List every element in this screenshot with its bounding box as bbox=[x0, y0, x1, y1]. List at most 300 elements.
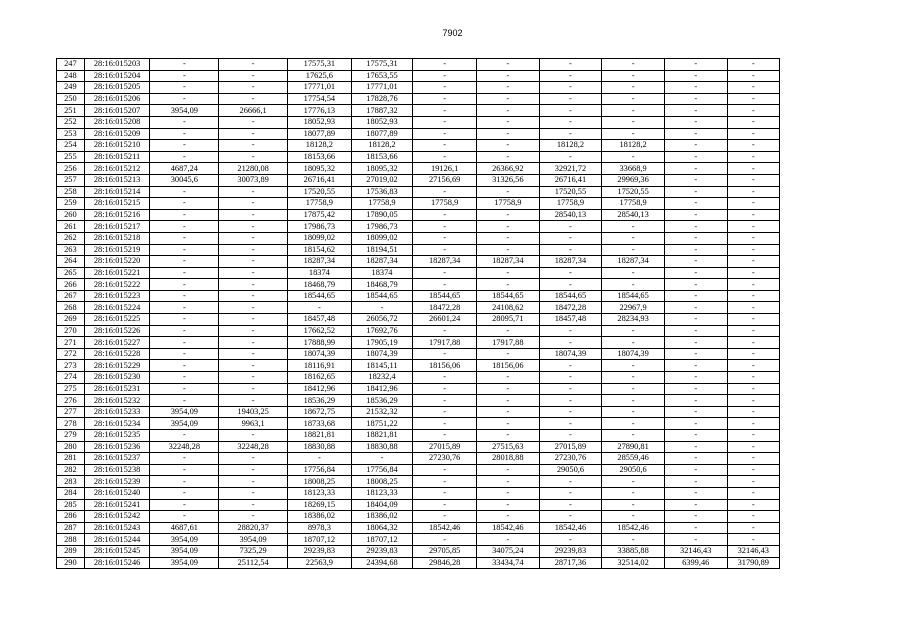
value-cell: - bbox=[539, 128, 602, 140]
table-row bbox=[57, 232, 780, 244]
value-cell: 17771,01 bbox=[351, 82, 413, 94]
row-number-cell: 278 bbox=[57, 418, 85, 430]
value-cell: - bbox=[664, 163, 727, 175]
value-cell: - bbox=[413, 244, 477, 256]
value-cell: 18472,28 bbox=[413, 302, 477, 314]
data-table bbox=[56, 58, 780, 569]
value-cell: - bbox=[602, 93, 665, 105]
value-cell: - bbox=[476, 383, 539, 395]
value-cell: 33668,9 bbox=[602, 163, 665, 175]
value-cell: - bbox=[150, 59, 219, 71]
value-cell: 28018,88 bbox=[476, 453, 539, 465]
table-row bbox=[57, 441, 780, 453]
value-cell: - bbox=[476, 325, 539, 337]
value-cell: 17887,32 bbox=[351, 105, 413, 117]
value-cell: - bbox=[602, 325, 665, 337]
value-cell: - bbox=[413, 59, 477, 71]
value-cell: 32146,43 bbox=[664, 545, 727, 557]
value-cell: 18128,2 bbox=[602, 140, 665, 152]
value-cell: 18374 bbox=[351, 267, 413, 279]
table-row bbox=[57, 302, 780, 314]
value-cell: - bbox=[413, 487, 477, 499]
value-cell: - bbox=[664, 140, 727, 152]
value-cell: - bbox=[413, 128, 477, 140]
value-cell: - bbox=[602, 337, 665, 349]
row-number-cell: 265 bbox=[57, 267, 85, 279]
value-cell: - bbox=[476, 140, 539, 152]
value-cell: - bbox=[150, 244, 219, 256]
value-cell: 17520,55 bbox=[288, 186, 352, 198]
value-cell: - bbox=[219, 221, 288, 233]
value-cell: 30045,6 bbox=[150, 174, 219, 186]
value-cell: - bbox=[219, 93, 288, 105]
value-cell: - bbox=[727, 464, 779, 476]
table-row bbox=[57, 464, 780, 476]
value-cell: 18821,81 bbox=[351, 430, 413, 442]
value-cell: - bbox=[727, 325, 779, 337]
row-number-cell: 259 bbox=[57, 198, 85, 210]
value-cell: - bbox=[219, 348, 288, 360]
value-cell: 18232,4 bbox=[351, 372, 413, 384]
value-cell: 19403,25 bbox=[219, 406, 288, 418]
row-number-cell: 288 bbox=[57, 534, 85, 546]
value-cell: 17875,42 bbox=[288, 209, 352, 221]
value-cell: - bbox=[727, 221, 779, 233]
value-cell: - bbox=[288, 453, 352, 465]
value-cell: - bbox=[150, 151, 219, 163]
value-cell: - bbox=[602, 279, 665, 291]
value-cell: - bbox=[602, 406, 665, 418]
value-cell: 18707,12 bbox=[351, 534, 413, 546]
value-cell: - bbox=[727, 174, 779, 186]
value-cell: 18008,25 bbox=[351, 476, 413, 488]
value-cell: 28820,37 bbox=[219, 522, 288, 534]
value-cell: - bbox=[727, 453, 779, 465]
value-cell: - bbox=[727, 360, 779, 372]
value-cell: - bbox=[476, 232, 539, 244]
value-cell: - bbox=[664, 499, 727, 511]
table-row bbox=[57, 453, 780, 465]
value-cell: - bbox=[150, 511, 219, 523]
value-cell: 18194,51 bbox=[351, 244, 413, 256]
value-cell: - bbox=[539, 360, 602, 372]
table-body bbox=[57, 59, 780, 569]
value-cell: 17758,9 bbox=[413, 198, 477, 210]
value-cell: 30073,89 bbox=[219, 174, 288, 186]
value-cell: - bbox=[664, 360, 727, 372]
value-cell: - bbox=[727, 348, 779, 360]
value-cell: 18412,96 bbox=[351, 383, 413, 395]
value-cell: - bbox=[476, 372, 539, 384]
value-cell: 31790,89 bbox=[727, 557, 779, 569]
value-cell: - bbox=[539, 59, 602, 71]
value-cell: - bbox=[150, 314, 219, 326]
value-cell: - bbox=[476, 534, 539, 546]
value-cell: - bbox=[664, 244, 727, 256]
value-cell: 29239,83 bbox=[288, 545, 352, 557]
table-row bbox=[57, 487, 780, 499]
value-cell: - bbox=[727, 105, 779, 117]
value-cell: 18457,48 bbox=[539, 314, 602, 326]
value-cell: 24394,68 bbox=[351, 557, 413, 569]
value-cell: - bbox=[476, 279, 539, 291]
value-cell: - bbox=[664, 325, 727, 337]
value-cell: 17758,9 bbox=[351, 198, 413, 210]
value-cell: 18536,29 bbox=[288, 395, 352, 407]
value-cell: 29239,83 bbox=[351, 545, 413, 557]
value-cell: - bbox=[539, 511, 602, 523]
value-cell: 17756,84 bbox=[351, 464, 413, 476]
value-cell: 18412,96 bbox=[288, 383, 352, 395]
cadastral-number-cell: 28:16:015235 bbox=[84, 430, 150, 442]
value-cell: - bbox=[539, 93, 602, 105]
row-number-cell: 255 bbox=[57, 151, 85, 163]
value-cell: - bbox=[219, 325, 288, 337]
value-cell: 3954,09 bbox=[219, 534, 288, 546]
value-cell: 3954,09 bbox=[150, 418, 219, 430]
value-cell: 18074,39 bbox=[602, 348, 665, 360]
value-cell: - bbox=[727, 186, 779, 198]
row-number-cell: 273 bbox=[57, 360, 85, 372]
value-cell: 24108,62 bbox=[476, 302, 539, 314]
value-cell: - bbox=[664, 93, 727, 105]
value-cell: 4687,24 bbox=[150, 163, 219, 175]
value-cell: - bbox=[539, 487, 602, 499]
value-cell: - bbox=[476, 209, 539, 221]
table-row bbox=[57, 59, 780, 71]
value-cell: - bbox=[413, 140, 477, 152]
value-cell: 18052,93 bbox=[288, 116, 352, 128]
value-cell: 18374 bbox=[288, 267, 352, 279]
value-cell: - bbox=[413, 406, 477, 418]
value-cell: - bbox=[476, 464, 539, 476]
value-cell: 28540,13 bbox=[539, 209, 602, 221]
value-cell: - bbox=[664, 198, 727, 210]
value-cell: - bbox=[727, 302, 779, 314]
table-row bbox=[57, 221, 780, 233]
cadastral-number-cell: 28:16:015210 bbox=[84, 140, 150, 152]
value-cell: - bbox=[413, 105, 477, 117]
value-cell: - bbox=[413, 151, 477, 163]
value-cell: 18544,65 bbox=[539, 290, 602, 302]
value-cell: - bbox=[150, 128, 219, 140]
value-cell: 28095,71 bbox=[476, 314, 539, 326]
value-cell: 18156,06 bbox=[476, 360, 539, 372]
cadastral-number-cell: 28:16:015237 bbox=[84, 453, 150, 465]
value-cell: 17758,9 bbox=[476, 198, 539, 210]
value-cell: - bbox=[413, 116, 477, 128]
value-cell: - bbox=[476, 93, 539, 105]
value-cell: 33434,74 bbox=[476, 557, 539, 569]
cadastral-number-cell: 28:16:015245 bbox=[84, 545, 150, 557]
value-cell: 18707,12 bbox=[288, 534, 352, 546]
value-cell: - bbox=[219, 186, 288, 198]
cadastral-number-cell: 28:16:015240 bbox=[84, 487, 150, 499]
value-cell: - bbox=[150, 116, 219, 128]
value-cell: - bbox=[664, 209, 727, 221]
row-number-cell: 256 bbox=[57, 163, 85, 175]
value-cell: - bbox=[727, 499, 779, 511]
value-cell: - bbox=[413, 232, 477, 244]
value-cell: - bbox=[664, 151, 727, 163]
cadastral-number-cell: 28:16:015225 bbox=[84, 314, 150, 326]
cadastral-number-cell: 28:16:015243 bbox=[84, 522, 150, 534]
table-row bbox=[57, 290, 780, 302]
value-cell: 19126,1 bbox=[413, 163, 477, 175]
value-cell: - bbox=[539, 325, 602, 337]
table-row bbox=[57, 198, 780, 210]
value-cell: - bbox=[476, 511, 539, 523]
value-cell: 17653,55 bbox=[351, 70, 413, 82]
value-cell: - bbox=[602, 476, 665, 488]
value-cell: 17828,76 bbox=[351, 93, 413, 105]
value-cell: - bbox=[664, 337, 727, 349]
cadastral-number-cell: 28:16:015213 bbox=[84, 174, 150, 186]
value-cell: - bbox=[413, 499, 477, 511]
value-cell: - bbox=[413, 464, 477, 476]
value-cell: - bbox=[664, 256, 727, 268]
value-cell: - bbox=[664, 116, 727, 128]
value-cell: 18472,28 bbox=[539, 302, 602, 314]
table-row bbox=[57, 209, 780, 221]
value-cell: 32248,28 bbox=[219, 441, 288, 453]
table-row bbox=[57, 186, 780, 198]
value-cell: 4687,61 bbox=[150, 522, 219, 534]
value-cell: - bbox=[727, 140, 779, 152]
cadastral-number-cell: 28:16:015246 bbox=[84, 557, 150, 569]
value-cell: - bbox=[727, 244, 779, 256]
value-cell: 18536,29 bbox=[351, 395, 413, 407]
row-number-cell: 249 bbox=[57, 82, 85, 94]
value-cell: - bbox=[219, 372, 288, 384]
value-cell: - bbox=[413, 279, 477, 291]
value-cell: 18123,33 bbox=[351, 487, 413, 499]
cadastral-number-cell: 28:16:015231 bbox=[84, 383, 150, 395]
value-cell: 18162,65 bbox=[288, 372, 352, 384]
value-cell: - bbox=[727, 128, 779, 140]
table-row bbox=[57, 256, 780, 268]
cadastral-number-cell: 28:16:015218 bbox=[84, 232, 150, 244]
value-cell: 17536,83 bbox=[351, 186, 413, 198]
value-cell: 17986,73 bbox=[288, 221, 352, 233]
value-cell: - bbox=[413, 511, 477, 523]
value-cell: - bbox=[219, 464, 288, 476]
value-cell: 32514,02 bbox=[602, 557, 665, 569]
value-cell: 27890,81 bbox=[602, 441, 665, 453]
table-row bbox=[57, 406, 780, 418]
cadastral-number-cell: 28:16:015212 bbox=[84, 163, 150, 175]
value-cell: - bbox=[476, 221, 539, 233]
value-cell: 18386,02 bbox=[288, 511, 352, 523]
value-cell: 29239,83 bbox=[539, 545, 602, 557]
value-cell: - bbox=[476, 395, 539, 407]
value-cell: - bbox=[150, 232, 219, 244]
value-cell: 29846,28 bbox=[413, 557, 477, 569]
value-cell: - bbox=[413, 82, 477, 94]
value-cell: 17917,88 bbox=[476, 337, 539, 349]
value-cell: - bbox=[476, 105, 539, 117]
value-cell: - bbox=[476, 116, 539, 128]
value-cell: - bbox=[727, 163, 779, 175]
value-cell: - bbox=[219, 267, 288, 279]
value-cell: 18542,46 bbox=[413, 522, 477, 534]
value-cell: - bbox=[727, 209, 779, 221]
value-cell: - bbox=[539, 476, 602, 488]
value-cell: - bbox=[664, 314, 727, 326]
value-cell: - bbox=[727, 534, 779, 546]
value-cell: 26366,92 bbox=[476, 163, 539, 175]
table-row bbox=[57, 511, 780, 523]
value-cell: 3954,09 bbox=[150, 534, 219, 546]
table-row bbox=[57, 279, 780, 291]
value-cell: - bbox=[150, 372, 219, 384]
value-cell: - bbox=[664, 430, 727, 442]
value-cell: - bbox=[150, 325, 219, 337]
row-number-cell: 274 bbox=[57, 372, 85, 384]
value-cell: 18544,65 bbox=[288, 290, 352, 302]
value-cell: - bbox=[150, 337, 219, 349]
value-cell: - bbox=[664, 82, 727, 94]
table-row bbox=[57, 105, 780, 117]
value-cell: - bbox=[150, 383, 219, 395]
cadastral-number-cell: 28:16:015219 bbox=[84, 244, 150, 256]
value-cell: - bbox=[539, 395, 602, 407]
value-cell: - bbox=[539, 221, 602, 233]
value-cell: - bbox=[413, 383, 477, 395]
table-row bbox=[57, 430, 780, 442]
value-cell: - bbox=[476, 151, 539, 163]
row-number-cell: 281 bbox=[57, 453, 85, 465]
value-cell: 27015,89 bbox=[413, 441, 477, 453]
value-cell: - bbox=[219, 59, 288, 71]
value-cell: 18544,65 bbox=[413, 290, 477, 302]
cadastral-number-cell: 28:16:015222 bbox=[84, 279, 150, 291]
row-number-cell: 277 bbox=[57, 406, 85, 418]
value-cell: 18287,34 bbox=[288, 256, 352, 268]
value-cell: - bbox=[476, 499, 539, 511]
value-cell: - bbox=[539, 105, 602, 117]
value-cell: - bbox=[539, 82, 602, 94]
value-cell: - bbox=[539, 383, 602, 395]
value-cell: - bbox=[476, 406, 539, 418]
value-cell: - bbox=[664, 221, 727, 233]
value-cell: - bbox=[150, 290, 219, 302]
value-cell: 26716,41 bbox=[539, 174, 602, 186]
value-cell: 18287,34 bbox=[539, 256, 602, 268]
table-row bbox=[57, 244, 780, 256]
value-cell: - bbox=[219, 476, 288, 488]
value-cell: - bbox=[476, 186, 539, 198]
value-cell: 17771,01 bbox=[288, 82, 352, 94]
value-cell: 18821,81 bbox=[288, 430, 352, 442]
value-cell: - bbox=[150, 70, 219, 82]
row-number-cell: 250 bbox=[57, 93, 85, 105]
value-cell: 18008,25 bbox=[288, 476, 352, 488]
value-cell: - bbox=[476, 430, 539, 442]
cadastral-number-cell: 28:16:015223 bbox=[84, 290, 150, 302]
value-cell: - bbox=[413, 186, 477, 198]
value-cell: - bbox=[413, 418, 477, 430]
cadastral-number-cell: 28:16:015236 bbox=[84, 441, 150, 453]
table-row bbox=[57, 360, 780, 372]
row-number-cell: 276 bbox=[57, 395, 85, 407]
value-cell: - bbox=[664, 372, 727, 384]
value-cell: 9963,1 bbox=[219, 418, 288, 430]
value-cell: 17890,05 bbox=[351, 209, 413, 221]
value-cell: - bbox=[476, 244, 539, 256]
cadastral-number-cell: 28:16:015204 bbox=[84, 70, 150, 82]
value-cell: 17756,84 bbox=[288, 464, 352, 476]
value-cell: - bbox=[476, 487, 539, 499]
value-cell: - bbox=[727, 337, 779, 349]
row-number-cell: 260 bbox=[57, 209, 85, 221]
value-cell: - bbox=[219, 302, 288, 314]
value-cell: - bbox=[150, 348, 219, 360]
value-cell: 18672,75 bbox=[288, 406, 352, 418]
cadastral-number-cell: 28:16:015238 bbox=[84, 464, 150, 476]
value-cell: - bbox=[602, 430, 665, 442]
value-cell: - bbox=[727, 198, 779, 210]
value-cell: - bbox=[727, 383, 779, 395]
value-cell: - bbox=[413, 430, 477, 442]
value-cell: 33885,88 bbox=[602, 545, 665, 557]
value-cell: - bbox=[664, 232, 727, 244]
value-cell: 18751,22 bbox=[351, 418, 413, 430]
cadastral-number-cell: 28:16:015221 bbox=[84, 267, 150, 279]
value-cell: 6399,46 bbox=[664, 557, 727, 569]
value-cell: - bbox=[539, 534, 602, 546]
value-cell: - bbox=[539, 418, 602, 430]
row-number-cell: 248 bbox=[57, 70, 85, 82]
value-cell: - bbox=[664, 441, 727, 453]
table-row bbox=[57, 372, 780, 384]
table-row bbox=[57, 314, 780, 326]
value-cell: 27015,89 bbox=[539, 441, 602, 453]
value-cell: - bbox=[727, 151, 779, 163]
row-number-cell: 266 bbox=[57, 279, 85, 291]
row-number-cell: 270 bbox=[57, 325, 85, 337]
value-cell: 18544,65 bbox=[476, 290, 539, 302]
table-row bbox=[57, 151, 780, 163]
value-cell: - bbox=[727, 395, 779, 407]
value-cell: - bbox=[539, 244, 602, 256]
value-cell: 18074,39 bbox=[351, 348, 413, 360]
value-cell: 25112,54 bbox=[219, 557, 288, 569]
value-cell: - bbox=[602, 244, 665, 256]
value-cell: 17575,31 bbox=[351, 59, 413, 71]
value-cell: 17754,54 bbox=[288, 93, 352, 105]
table-row bbox=[57, 348, 780, 360]
value-cell: - bbox=[539, 406, 602, 418]
value-cell: - bbox=[413, 476, 477, 488]
value-cell: - bbox=[602, 232, 665, 244]
value-cell: - bbox=[413, 348, 477, 360]
value-cell: - bbox=[413, 209, 477, 221]
row-number-cell: 258 bbox=[57, 186, 85, 198]
value-cell: - bbox=[150, 279, 219, 291]
value-cell: - bbox=[413, 221, 477, 233]
value-cell: - bbox=[664, 383, 727, 395]
value-cell: 17888,99 bbox=[288, 337, 352, 349]
value-cell: - bbox=[602, 105, 665, 117]
value-cell: - bbox=[664, 476, 727, 488]
value-cell: - bbox=[539, 372, 602, 384]
value-cell: - bbox=[150, 395, 219, 407]
value-cell: 21280,08 bbox=[219, 163, 288, 175]
value-cell: 3954,09 bbox=[150, 557, 219, 569]
value-cell: - bbox=[727, 267, 779, 279]
value-cell: 18544,65 bbox=[351, 290, 413, 302]
